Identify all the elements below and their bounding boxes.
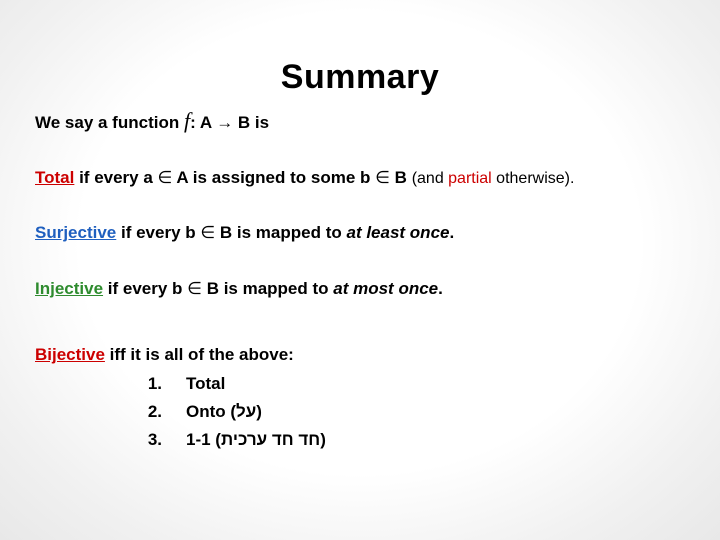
intro-domain: : A <box>190 113 217 132</box>
injective-emphasis: at most once <box>333 279 439 298</box>
intro-codomain: B is <box>233 113 270 132</box>
list-item-text: Total <box>186 374 226 393</box>
list-item-number: 2. <box>147 402 162 421</box>
element-of-symbol: ∈ <box>187 279 202 298</box>
slide-title: Summary <box>280 58 440 96</box>
bijective-definition <box>35 345 294 365</box>
injective-text-a: if every b <box>103 279 188 298</box>
surjective-text-b: B is mapped to <box>215 223 347 242</box>
function-symbol: f <box>183 108 191 133</box>
bijective-text: iff it is all of the above: <box>104 345 294 364</box>
total-text-b: A is assigned to some b <box>172 168 376 187</box>
total-text-a: if every a <box>74 168 158 187</box>
total-paren-b: otherwise). <box>491 170 575 187</box>
total-term: Total <box>35 168 75 187</box>
element-of-symbol: ∈ <box>157 168 173 187</box>
total-text-c: B <box>389 168 412 187</box>
injective-term: Injective <box>35 279 104 298</box>
element-of-symbol: ∈ <box>200 223 216 242</box>
bijective-term: Bijective <box>35 345 105 364</box>
surjective-term: Surjective <box>35 223 117 242</box>
intro-line <box>35 108 269 134</box>
arrow-symbol: → <box>216 113 234 132</box>
injective-definition <box>35 279 443 299</box>
surjective-emphasis: at least once <box>346 223 450 242</box>
injective-text-b: B is mapped to <box>201 279 334 298</box>
surjective-text-a: if every b <box>116 223 201 242</box>
surjective-end: . <box>449 223 455 242</box>
list-item-number: 3. <box>147 430 162 449</box>
partial-term: partial <box>448 170 492 187</box>
total-paren-a: (and <box>411 170 449 187</box>
injective-end: . <box>438 279 443 298</box>
total-definition <box>35 168 574 188</box>
surjective-definition <box>35 223 454 243</box>
list-item-text: 1-1 (חד חד ערכית) <box>186 430 326 449</box>
intro-text: We say a function <box>35 113 184 132</box>
element-of-symbol: ∈ <box>375 168 390 187</box>
list-item-number: 1. <box>147 374 162 393</box>
list-item-text: Onto (על) <box>186 402 262 421</box>
